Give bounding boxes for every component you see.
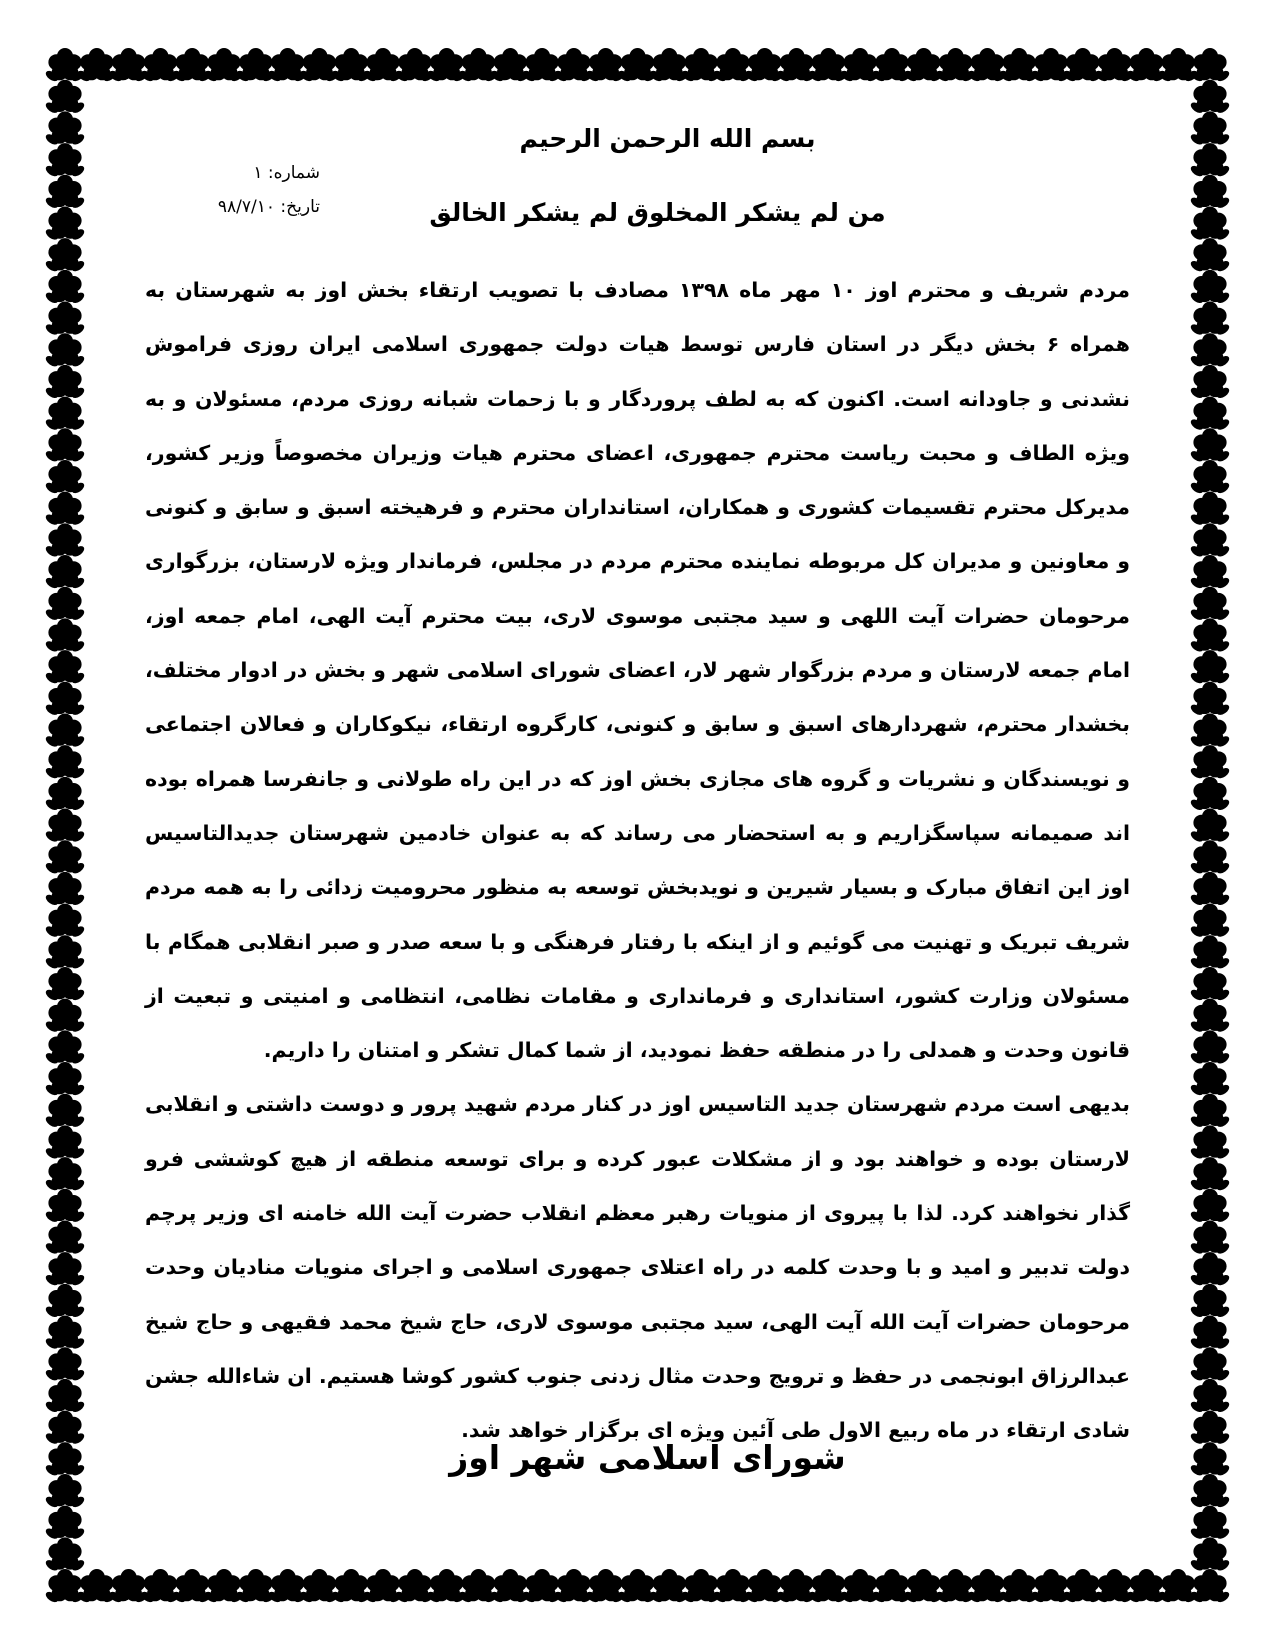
motto-heading (0, 198, 1275, 227)
letter-paragraph: بدیهی است مردم شهرستان جدید التاسیس اوز در کنار مردم شهید پرور و دوست داشتی و انقلابی لارستان بوده و خواهند بود و از مشکلات عبور کرده و برای توسعه منطقه از هیچ کوششی فرو گذار نخواهند کرد. لذا با پیروی از منویات رهبر معظم انقلاب حضرت آیت الله خامنه ای وزیر پرچم دولت تدبیر و امید و با وحدت کلمه در راه اعتلای جمهوری اسلامی و اجرای منویات منادیان وحدت مرحومان حضرات آیت الله آیت الهی، سید مجتبی موسوی لاری، حاج شیخ محمد فقیهی و حاج شیخ عبدالرزاق ابونجمی در حفظ و ترویج وحدت مثال زدنی جنوب کشور کوشا هستیم. ان شاءالله جشن شادی ارتقاء در ماه ربیع الاول طی آئین ویژه ای برگزار خواهد شد. (145, 1092, 1130, 1443)
signature-text: شورای اسلامی شهر اوز (449, 1438, 846, 1477)
document-number: شماره: ۱ (253, 163, 320, 183)
document-date: تاریخ: ۹۸/۷/۱۰ (217, 197, 320, 217)
motto-text: من لم یشکر المخلوق لم یشکر الخالق (429, 198, 886, 227)
letter-body (145, 263, 1130, 1458)
basmala-heading (0, 124, 1275, 153)
basmala-text: بسم الله الرحمن الرحیم (519, 124, 816, 153)
signature (0, 1438, 1275, 1477)
letter-paragraph: مردم شریف و محترم اوز ۱۰ مهر ماه ۱۳۹۸ مصادف با تصویب ارتقاء بخش اوز به شهرستان به همراه ۶ بخش دیگر در استان فارس توسط هیات دولت جمهوری اسلامی ایران روزی فراموش نشدنی و جاودانه است. اکنون که به لطف پروردگار و با زحمات شبانه روزی مردم، مسئولان و به ویژه الطاف و محبت ریاست محترم جمهوری، اعضای محترم هیات وزیران مخصوصاً وزیر کشور، مدیرکل محترم تقسیمات کشوری و همکاران، استانداران محترم و فرهیخته اسبق و سابق و کنونی و معاونین و مدیران کل مربوطه نماینده محترم مردم در مجلس، فرماندار ویژه لارستان، بزرگواری مرحومان حضرات آیت اللهی و سید مجتبی موسوی لاری، بیت محترم آیت الهی، امام جمعه اوز، امام جمعه لارستان و مردم بزرگوار شهر لار، اعضای شورای اسلامی شهر و بخش در ادوار مختلف، بخشدار محترم، شهردارهای اسبق و سابق و کنونی، کارگروه ارتقاء، نیکوکاران و فعالان اجتماعی و نویسندگان و نشریات و گروه های مجازی بخش اوز که در این راه طولانی و جانفرسا همراه بوده اند صمیمانه سپاسگزاریم و به استحضار می رساند که به عنوان خادمین شهرستان جدیدالتاسیس اوز این اتفاق مبارک و بسیار شیرین و نویدبخش توسعه به منظور محرومیت زدائی را به همه مردم شریف تبریک و تهنیت می گوئیم و از اینکه با رفتار فرهنگی و با سعه صدر و صبر انقلابی همگام با مسئولان وزارت کشور، استانداری و فرمانداری و مقامات نظامی، انتظامی و امنیتی و تبعیت از قانون وحدت و همدلی را در منطقه حفظ نمودید، از شما کمال تشکر و امتنان را داریم. (145, 278, 1131, 1063)
